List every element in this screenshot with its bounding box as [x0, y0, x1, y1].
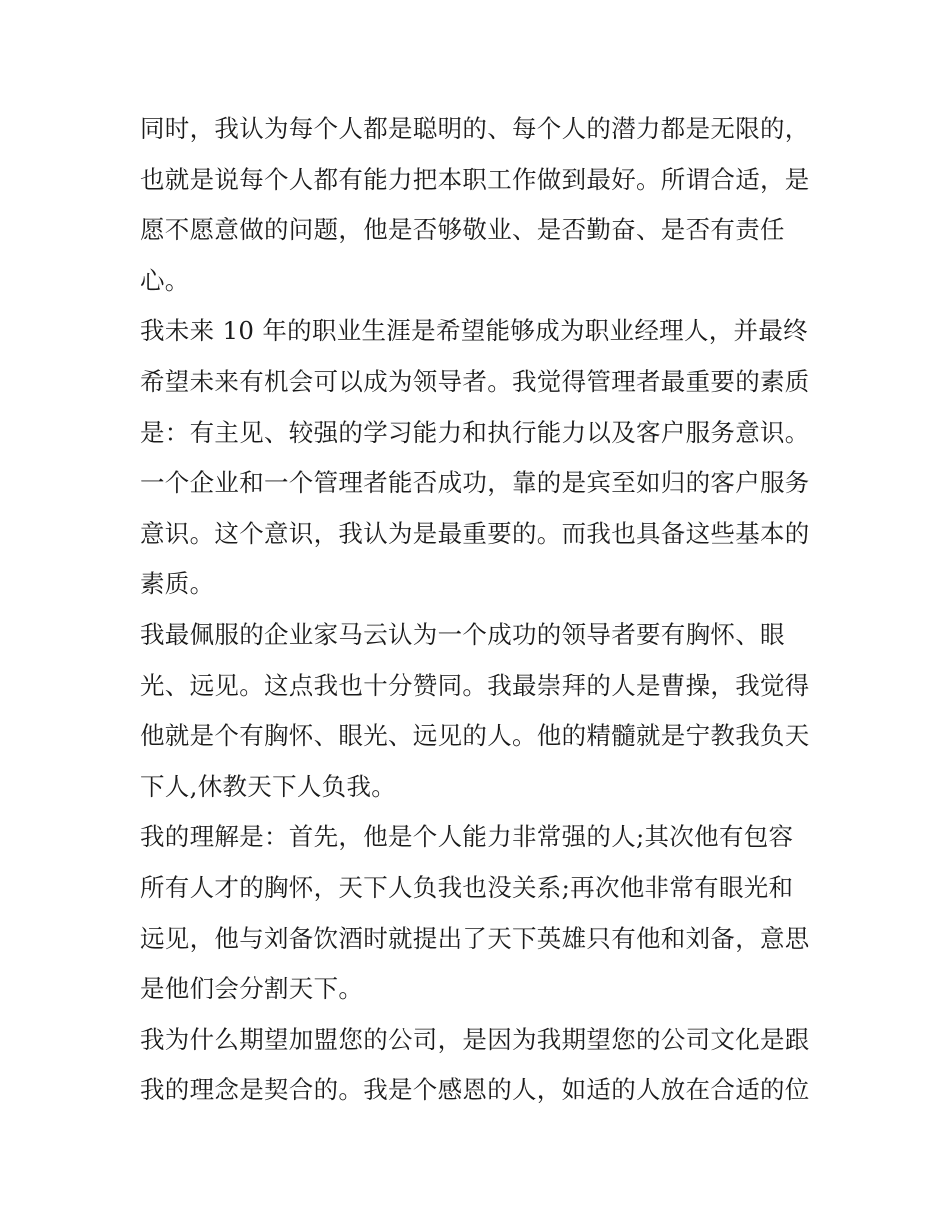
text-line: 我最佩服的企业家马云认为一个成功的领导者要有胸怀、眼 [140, 619, 785, 649]
text-line: 意识。这个意识，我认为是最重要的。而我也具备这些基本的 [140, 518, 810, 548]
text-line: 同时，我认为每个人都是聪明的、每个人的潜力都是无限的， [140, 114, 810, 143]
text-line: 我未来 10 年的职业生涯是希望能够成为职业经理人，并最终 [140, 316, 808, 346]
text-line: 我的理念是契合的。我是个感恩的人，如适的人放在合适的位 [140, 1075, 810, 1105]
document-body [140, 104, 820, 1116]
text-line: 是：有主见、较强的学习能力和执行能力以及客户服务意识。 [140, 417, 810, 447]
text-line: 我为什么期望加盟您的公司，是因为我期望您的公司文化是跟 [140, 1024, 810, 1054]
text-line: 愿不愿意做的问题，他是否够敬业、是否勤奋、是否有责任 [140, 215, 785, 245]
text-line: 素质。 [140, 569, 215, 599]
text-line: 下人,休教天下人负我。 [140, 771, 397, 801]
text-line: 希望未来有机会可以成为领导者。我觉得管理者最重要的素质 [140, 366, 810, 396]
text-line: 所有人才的胸怀，天下人负我也没关系;再次他非常有眼光和 [140, 872, 794, 902]
text-line: 我的理解是：首先，他是个人能力非常强的人;其次他有包容 [140, 822, 794, 852]
text-line: 心。 [140, 265, 190, 295]
text-line: 远见，他与刘备饮酒时就提出了天下英雄只有他和刘备，意思 [140, 923, 810, 953]
text-line: 光、远见。这点我也十分赞同。我最崇拜的人是曹操，我觉得 [140, 670, 810, 700]
text-line: 一个企业和一个管理者能否成功，靠的是宾至如归的客户服务 [140, 468, 810, 498]
text-line: 也就是说每个人都有能力把本职工作做到最好。所谓合适，是 [140, 164, 810, 194]
text-line: 他就是个有胸怀、眼光、远见的人。他的精髓就是宁教我负天 [140, 721, 810, 751]
text-line: 是他们会分割天下。 [140, 974, 364, 1004]
